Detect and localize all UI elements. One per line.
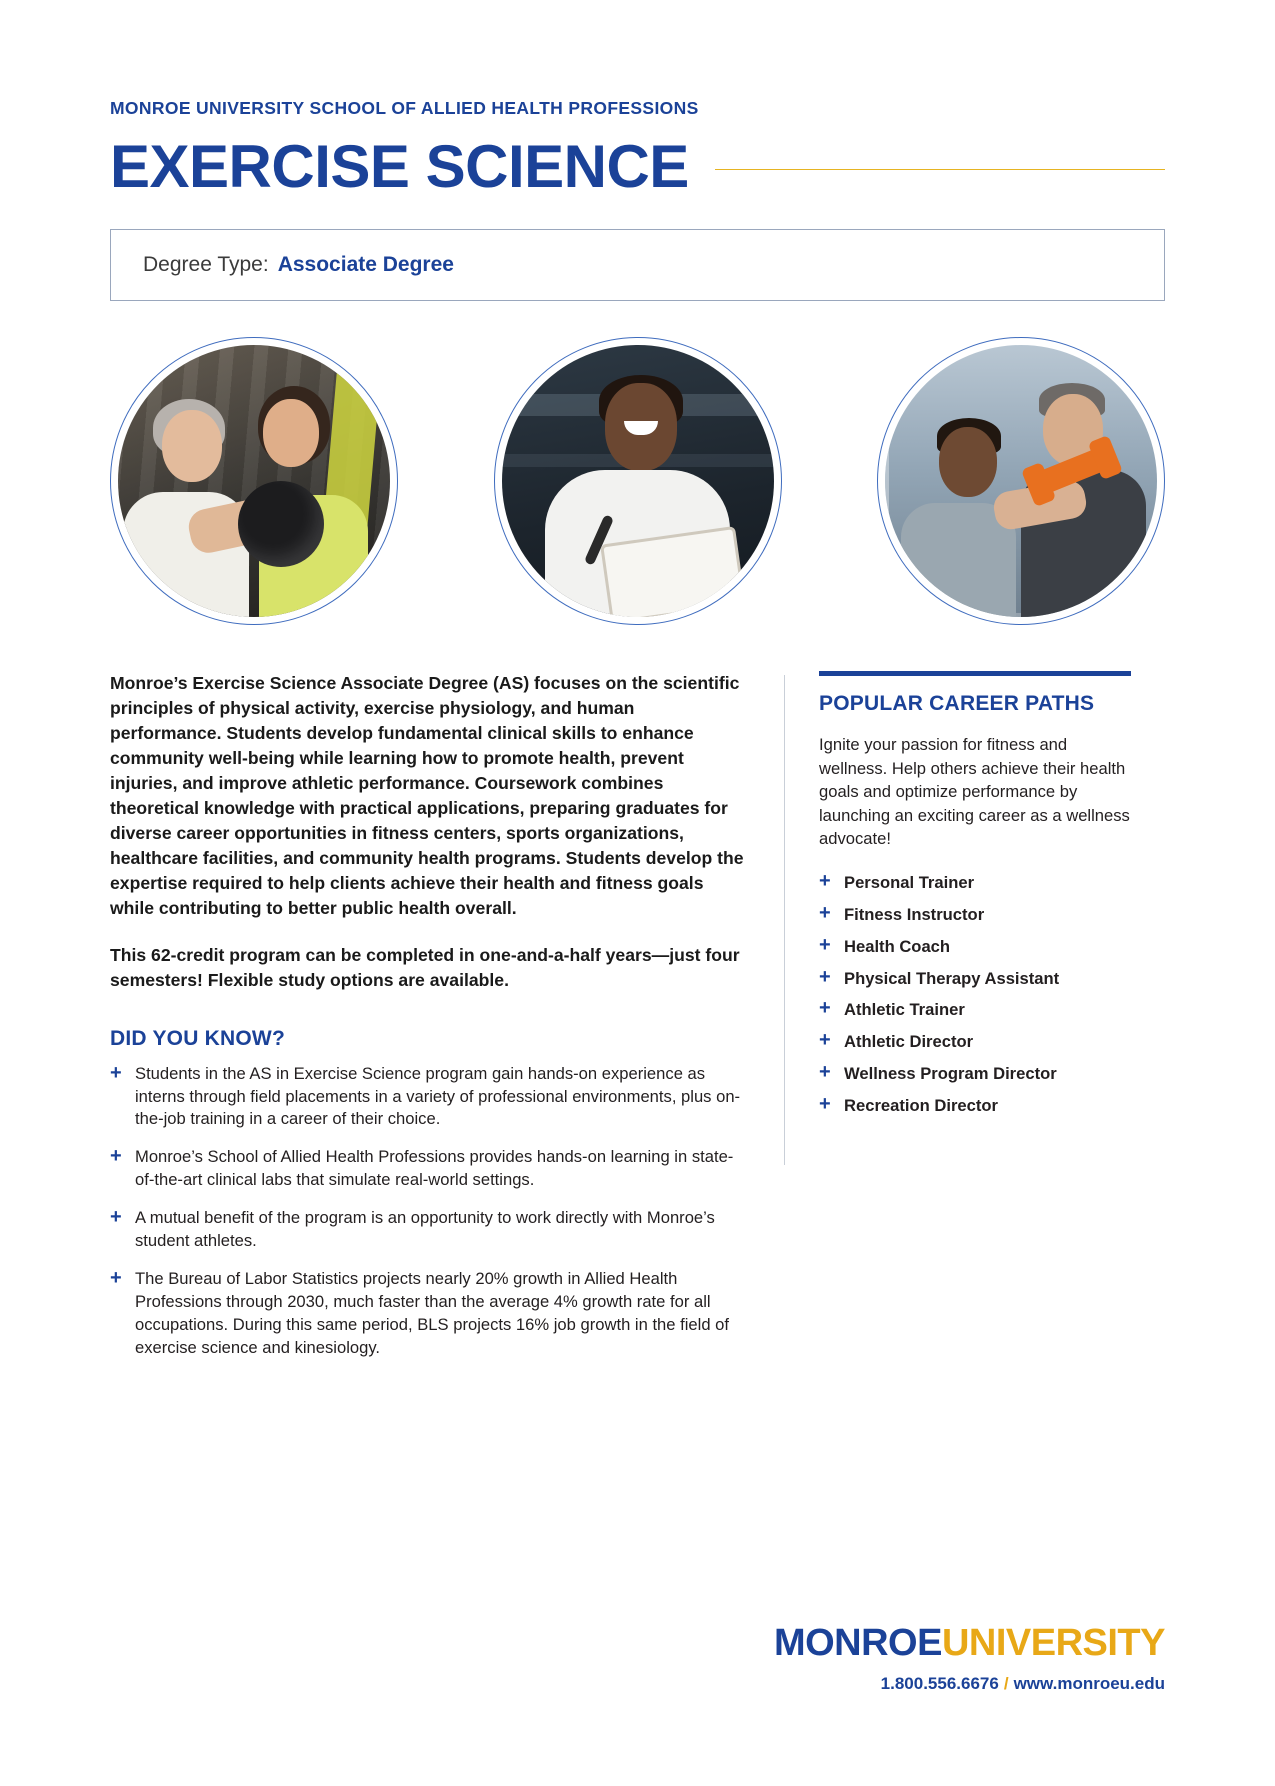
plus-icon: +	[110, 1145, 122, 1168]
did-you-know-list	[110, 1063, 750, 1360]
career-paths-intro: Ignite your passion for fitness and wellness. Help others achieve their health goals and optimize performance by launching an exciting career as a wellness advocate!	[819, 735, 1130, 849]
degree-type-label: Degree Type:	[143, 253, 269, 276]
list-item	[110, 1063, 750, 1132]
list-item-text: Monroe’s School of Allied Health Professions provides hands-on learning in state-of-the-art clinical labs that simulate real-world settings.	[135, 1147, 734, 1190]
logo-primary-text: MONROE	[773, 1622, 942, 1664]
monroe-university-logo	[774, 1622, 1165, 1665]
list-item	[819, 1029, 1131, 1052]
title-rule	[715, 169, 1165, 170]
website-url[interactable]: www.monroeu.edu	[1013, 1674, 1165, 1693]
logo-secondary-text: UNIVERSITY	[941, 1622, 1165, 1664]
list-item-text: Athletic Director	[844, 1032, 974, 1052]
plus-icon: +	[819, 997, 831, 1020]
list-item	[819, 933, 1131, 957]
list-item	[819, 965, 1131, 989]
plus-icon: +	[110, 1206, 122, 1229]
right-column	[819, 671, 1131, 1374]
page-title: EXERCISE SCIENCE	[110, 133, 689, 200]
title-row	[110, 133, 1165, 200]
content-columns	[110, 671, 1165, 1374]
list-item-text: Wellness Program Director	[844, 1064, 1057, 1084]
column-divider	[784, 675, 785, 1165]
footer-contact	[774, 1674, 1165, 1694]
degree-type-box	[110, 229, 1165, 301]
list-item	[110, 1146, 750, 1192]
program-credits-note: This 62-credit program can be completed in one-and-a-half years—just four semesters! Flexible study options are available.	[110, 944, 740, 990]
plus-icon: +	[819, 933, 831, 956]
phone-number[interactable]: 1.800.556.6676	[880, 1674, 999, 1693]
list-item	[110, 1207, 750, 1253]
career-paths-title: POPULAR CAREER PATHS	[819, 692, 1095, 715]
footer	[774, 1622, 1165, 1694]
list-item-text: Fitness Instructor	[844, 904, 985, 924]
plus-icon: +	[110, 1061, 122, 1084]
plus-icon: +	[819, 1061, 831, 1084]
list-item	[819, 1093, 1131, 1116]
list-item	[819, 1061, 1131, 1084]
career-paths-list	[819, 869, 1131, 1116]
photo-dumbbell-training	[877, 337, 1165, 625]
plus-icon: +	[819, 901, 831, 924]
plus-icon: +	[819, 1093, 831, 1116]
school-eyebrow: MONROE UNIVERSITY SCHOOL OF ALLIED HEALTH PROFESSIONS	[110, 98, 699, 118]
list-item	[819, 869, 1131, 893]
photo-trainer-clipboard	[494, 337, 782, 625]
list-item-text: Recreation Director	[844, 1096, 999, 1116]
list-item	[819, 997, 1131, 1020]
list-item-text: The Bureau of Labor Statistics projects nearly 20% growth in Allied Health Professions through 2030, much faster than the average 4% growth rate for all occupations. During this same period, BLS projects 16% job growth in the field of exercise science and kinesiology.	[135, 1268, 730, 1357]
list-item	[819, 901, 1131, 925]
career-paths-rule	[819, 671, 1131, 676]
program-intro: Monroe’s Exercise Science Associate Degree (AS) focuses on the scientific principles of physical activity, exercise physiology, and human performance. Students develop fundamental clinical skills to enhance community well-being while learning how to promote health, prevent injuries, and improve athletic performance. Coursework combines theoretical knowledge with practical applications, preparing graduates for diverse career opportunities in fitness centers, sports organizations, healthcare facilities, and community health programs. Students develop the expertise required to help clients achieve their health and fitness goals while contributing to better public health overall.	[110, 673, 744, 918]
list-item-text: Personal Trainer	[844, 872, 975, 892]
photo-gym-medicine-ball	[110, 337, 398, 625]
photo-strip	[110, 337, 1165, 625]
plus-icon: +	[819, 1029, 831, 1052]
plus-icon: +	[110, 1266, 122, 1289]
list-item-text: A mutual benefit of the program is an opportunity to work directly with Monroe’s student athletes.	[135, 1208, 715, 1250]
left-column	[110, 671, 750, 1374]
did-you-know-title: DID YOU KNOW?	[110, 1026, 286, 1050]
degree-type-value: Associate Degree	[277, 253, 454, 276]
list-item-text: Physical Therapy Assistant	[844, 968, 1060, 988]
list-item-text: Students in the AS in Exercise Science program gain hands-on experience as interns through field placements in a variety of professional environments, plus on-the-job training in a career of their choice.	[135, 1063, 741, 1129]
list-item-text: Health Coach	[844, 936, 951, 956]
plus-icon: +	[819, 965, 831, 988]
plus-icon: +	[819, 869, 831, 892]
list-item-text: Athletic Trainer	[844, 1000, 965, 1020]
contact-separator: /	[1003, 1674, 1009, 1693]
flyer-page	[0, 98, 1275, 1786]
list-item	[110, 1268, 750, 1360]
